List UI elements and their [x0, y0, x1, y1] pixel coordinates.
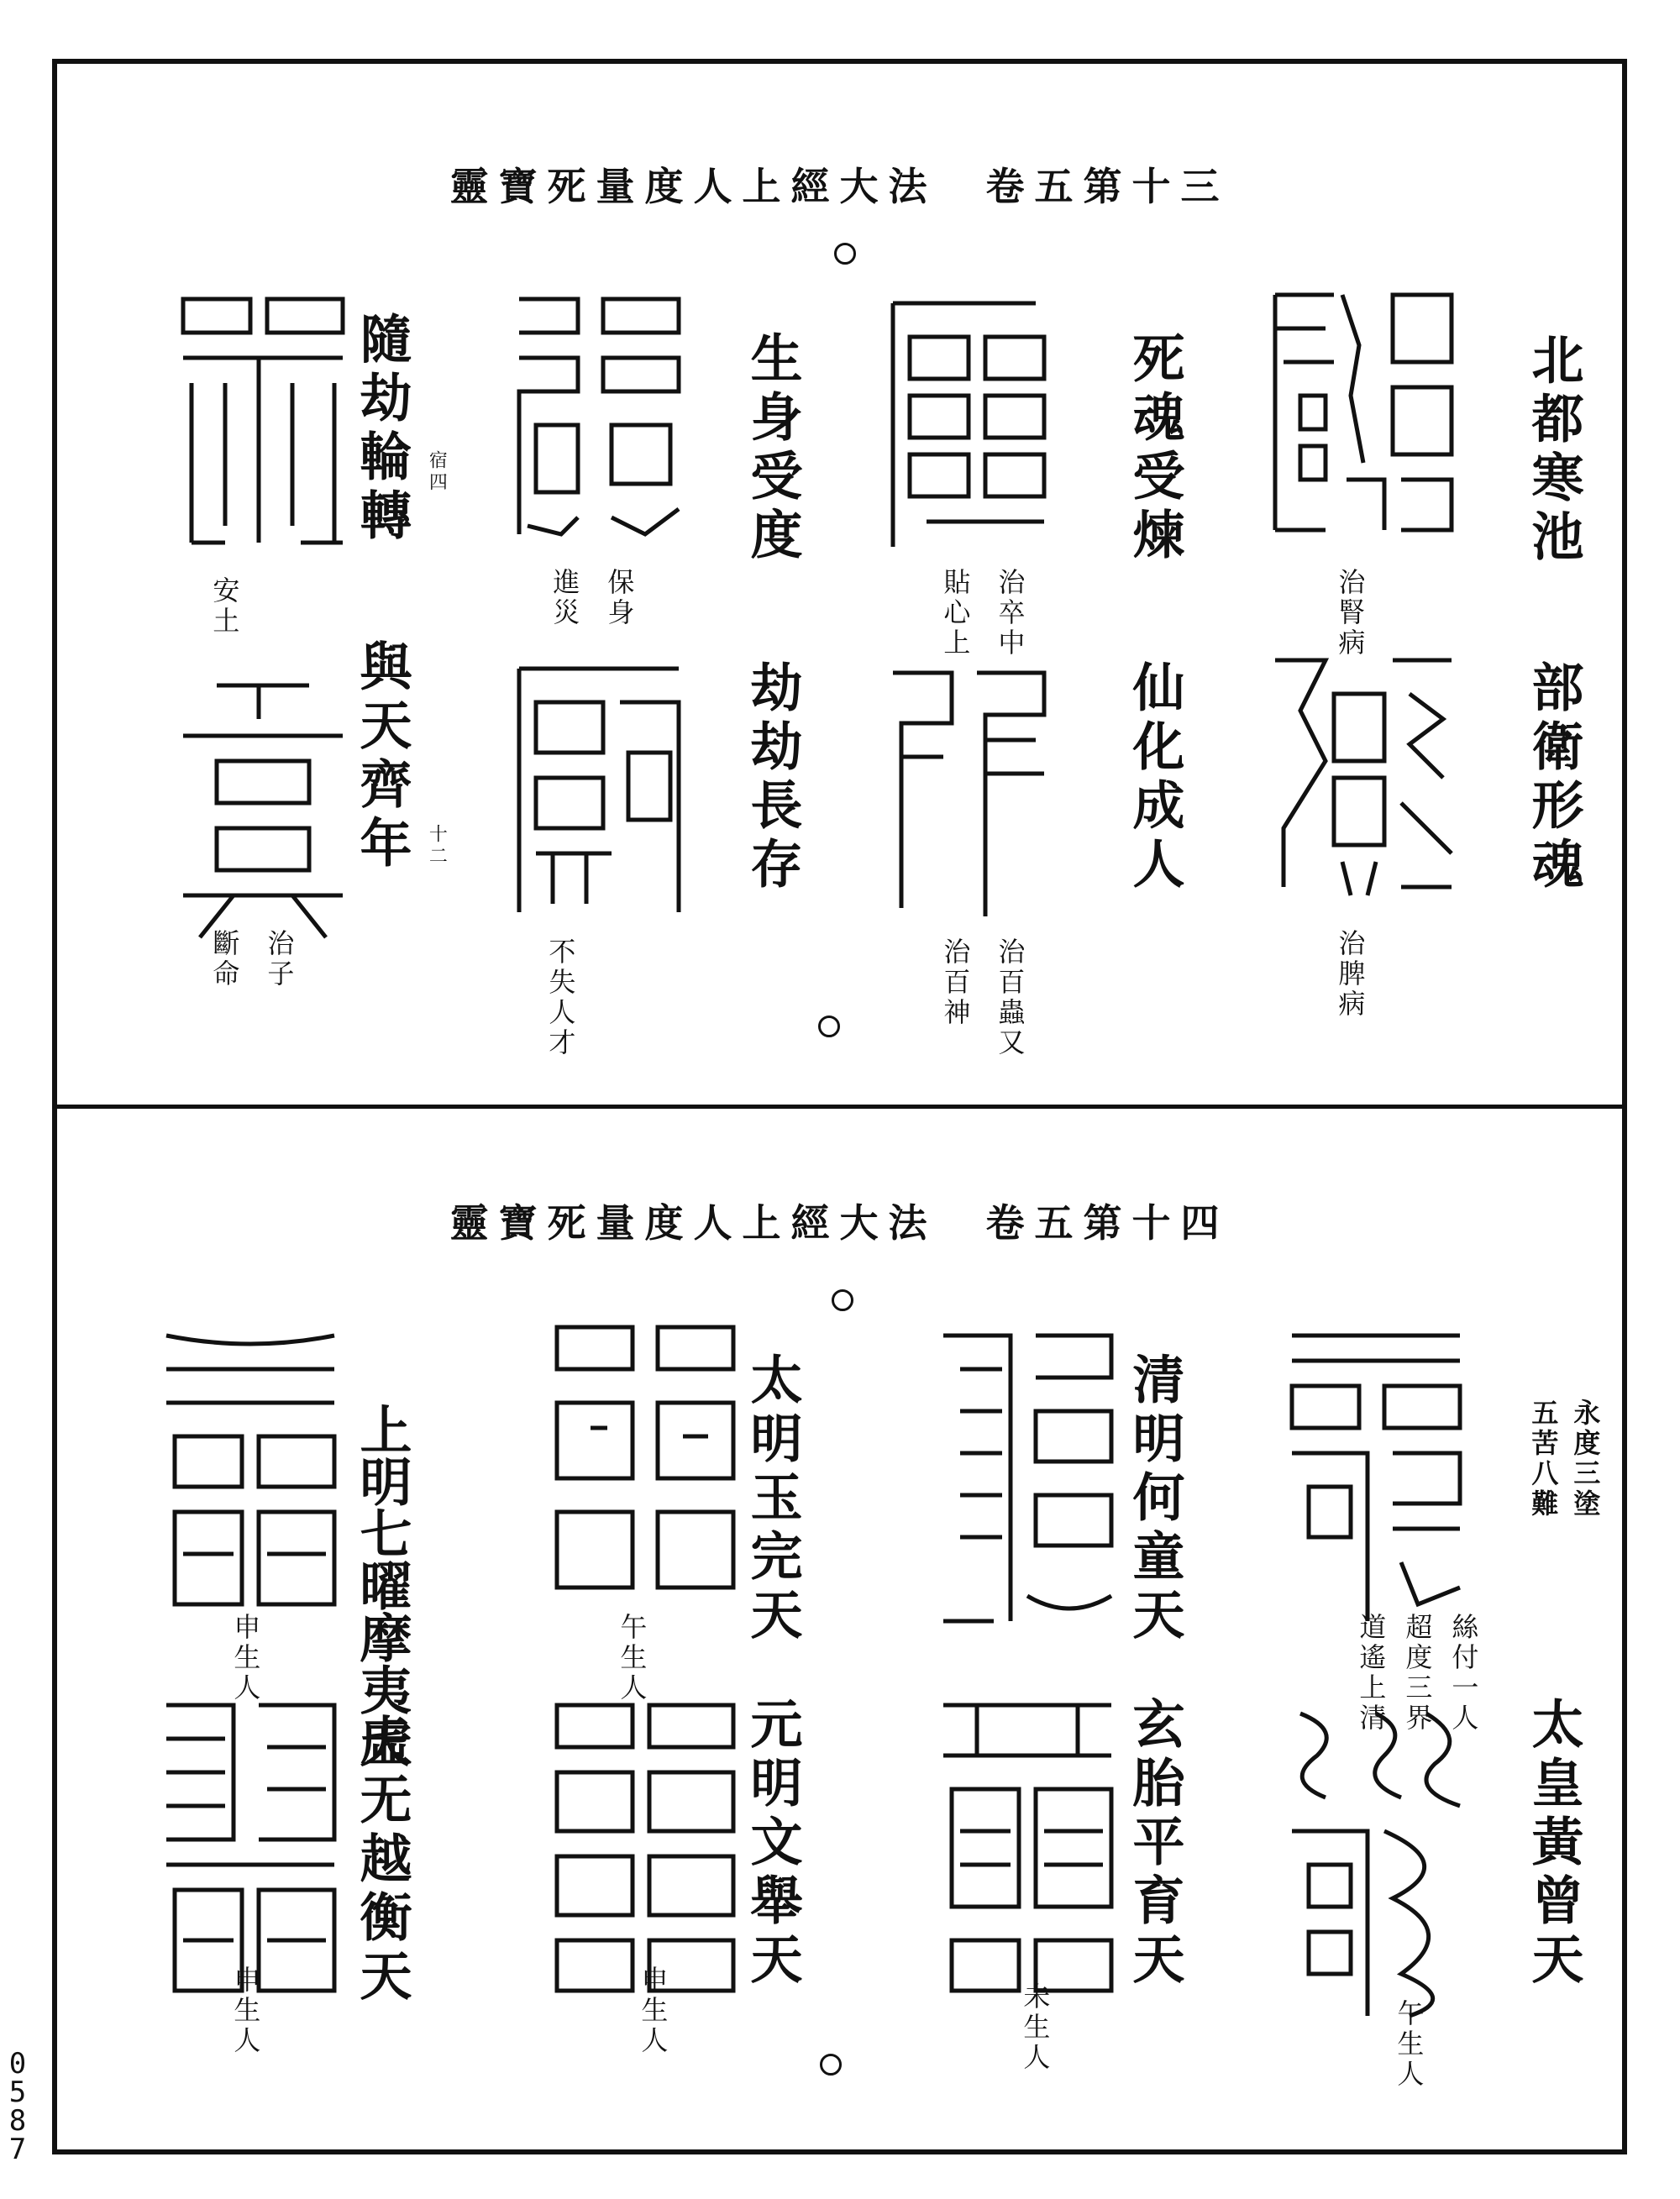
talisman-note: 治脾病 — [1334, 929, 1367, 1020]
heaven-name: 上明七曜摩夷天 — [351, 1403, 412, 1767]
talisman-title: 劫劫長存 — [742, 660, 803, 895]
top-panel — [57, 64, 1622, 1105]
talisman-note: 宿四 — [426, 450, 448, 494]
talisman-glyph — [1275, 1319, 1477, 1638]
talisman-title: 仙化成人 — [1124, 660, 1185, 895]
circle-mark — [832, 1289, 853, 1311]
talisman-glyph — [876, 656, 1057, 925]
talisman-note: 道遙上清 — [1355, 1613, 1388, 1734]
talisman-glyph — [166, 669, 360, 946]
page-number-digit: 0 — [8, 2047, 27, 2081]
talisman-note: 貼心上 — [939, 568, 972, 659]
talisman-glyph — [927, 1319, 1128, 1638]
page-number-digit: 5 — [8, 2076, 27, 2109]
talisman-glyph — [927, 1688, 1128, 2007]
heaven-name: 虛无越衡天 — [351, 1714, 412, 2007]
talisman-note: 治子 — [263, 929, 296, 989]
talisman-glyph — [150, 1319, 351, 1638]
talisman-note: 斷命 — [208, 929, 241, 989]
talisman-glyph — [876, 286, 1057, 564]
talisman-note: 午生人 — [616, 1613, 648, 1703]
talisman-title: 生身受度 — [742, 331, 803, 566]
header-note: 五苦八難 — [1527, 1399, 1560, 1519]
talisman-note: 超度三界 — [1401, 1613, 1434, 1734]
talisman-note: 保身 — [603, 568, 636, 628]
top-header: 靈寶死量度人上經大法 卷五第十三 — [449, 164, 1230, 209]
header-note: 永度三塗 — [1569, 1399, 1602, 1519]
talisman-title: 死魂受煉 — [1124, 331, 1185, 566]
circle-mark — [820, 2054, 842, 2076]
talisman-note: 未生人 — [1019, 1982, 1052, 2073]
talisman-note: 申生人 — [229, 1613, 262, 1703]
page-number-digit: 8 — [8, 2104, 27, 2138]
talisman-note: 安土 — [208, 576, 241, 637]
talisman-glyph — [540, 1310, 750, 1630]
circle-mark — [834, 243, 856, 265]
talisman-title: 與天齊年 — [351, 639, 412, 874]
heaven-name: 清明何童天 — [1124, 1352, 1185, 1646]
talisman-glyph — [540, 1688, 750, 2007]
talisman-note: 治百神 — [939, 937, 972, 1028]
talisman-note: 絲付一人 — [1447, 1613, 1480, 1734]
page-number — [5, 2049, 30, 2164]
talisman-note: 申生人 — [229, 1965, 262, 2056]
talisman-note: 申生人 — [637, 1965, 669, 2056]
talisman-title: 部衛形魂 — [1523, 660, 1584, 895]
talisman-glyph — [1267, 643, 1460, 904]
heaven-name: 玄胎平育天 — [1124, 1697, 1185, 1991]
heaven-name: 太明玉完天 — [742, 1352, 803, 1646]
talisman-note: 治卒中 — [994, 568, 1026, 659]
talisman-note: 進災 — [549, 568, 581, 628]
talisman-glyph — [166, 274, 360, 559]
talisman-note: 不失人才 — [544, 937, 577, 1058]
talisman-note: 治腎病 — [1334, 568, 1367, 659]
bottom-header: 靈寶死量度人上經大法 卷五第十四 — [449, 1200, 1230, 1246]
heaven-name: 太皇黃曾天 — [1523, 1697, 1584, 1991]
circle-mark — [818, 1016, 840, 1037]
talisman-note: 午生人 — [1393, 1999, 1425, 2090]
bottom-panel — [57, 1109, 1622, 2149]
talisman-glyph — [502, 282, 696, 559]
talisman-note: 十二 — [426, 824, 448, 868]
talisman-glyph — [1267, 278, 1460, 555]
talisman-glyph — [1275, 1697, 1477, 2033]
talisman-note: 治百蟲又 — [994, 937, 1026, 1058]
talisman-glyph — [502, 652, 696, 929]
talisman-title: 隨劫輪轉 — [351, 312, 412, 547]
talisman-title: 北都寒池 — [1523, 333, 1584, 568]
page-number-digit: 7 — [8, 2133, 27, 2166]
heaven-name: 元明文舉天 — [742, 1697, 803, 1991]
